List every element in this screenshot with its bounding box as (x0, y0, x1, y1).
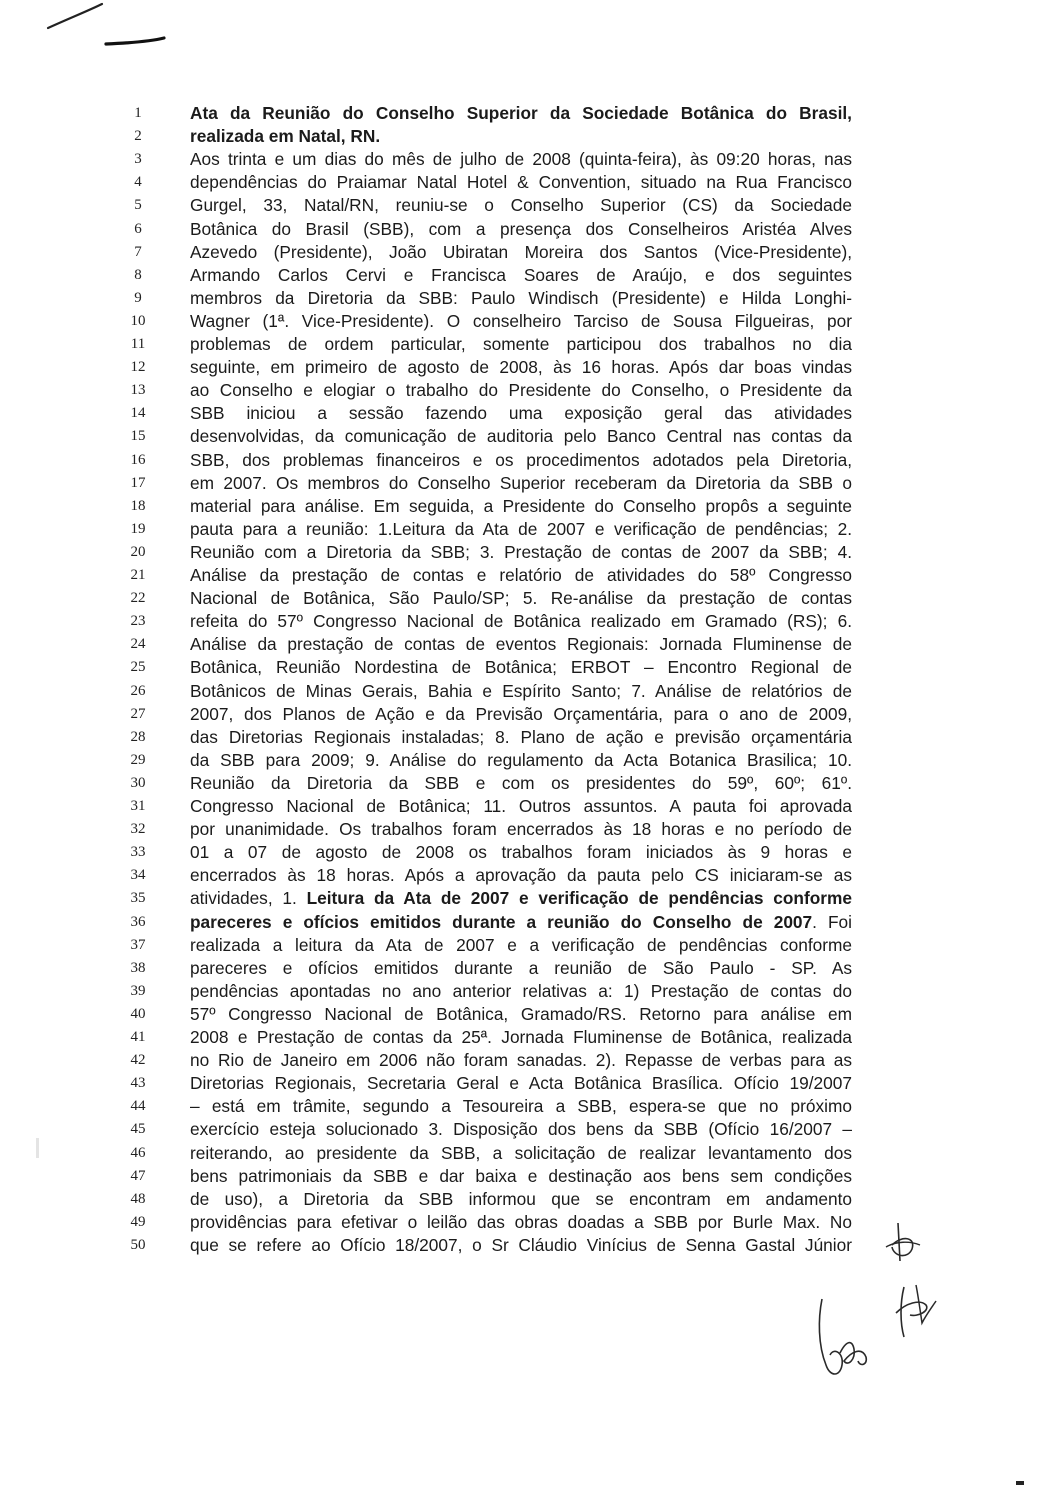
line-text: ao Conselho e elogiar o trabalho do Presidente do Conselho, o Presidente da (190, 380, 852, 401)
line-number: 11 (130, 336, 146, 352)
line-text: Aos trinta e um dias do mês de julho de 2008 (quinta-feira), às 09:20 horas, nas (190, 149, 852, 170)
line-number: 40 (130, 1005, 146, 1022)
line-text: reiterando, ao presidente da SBB, a solicitação de realizar levantamento dos (190, 1142, 852, 1163)
document-line (0, 610, 1057, 633)
document-line (0, 772, 1057, 795)
document-line (0, 1049, 1057, 1072)
document-line (0, 818, 1057, 841)
line-text: Análise da prestação de contas de eventos Regionais: Jornada Fluminense de (190, 634, 852, 655)
document-line (0, 795, 1057, 818)
line-text: 2007, dos Planos de Ação e da Previsão Orçamentária, para o ano de 2009, (190, 703, 852, 724)
line-text: problemas de ordem particular, somente participou dos trabalhos no dia (190, 334, 852, 354)
line-number: 46 (130, 1144, 146, 1161)
line-text: membros da Diretoria da SBB: Paulo Windisch (Presidente) e Hilda Longhi- (190, 287, 852, 308)
document-line (0, 425, 1057, 448)
line-text: pendências apontadas no ano anterior relativas a: 1) Prestação de contas do (190, 980, 852, 1001)
line-text: Azevedo (Presidente), João Ubiratan Moreira dos Santos (Vice-Presidente), (190, 241, 852, 262)
line-number: 45 (130, 1121, 146, 1138)
document-line (0, 125, 1057, 148)
line-text: 01 a 07 de agosto de 2008 os trabalhos foram iniciados às 9 horas e (190, 842, 852, 863)
line-text: Armando Carlos Cervi e Francisca Soares de Araújo, e dos seguintes (190, 264, 852, 285)
line-number: 19 (130, 520, 146, 537)
line-number: 5 (134, 197, 142, 214)
line-text: 57º Congresso Nacional de Botânica, Gramado/RS. Retorno para análise em (190, 1003, 852, 1024)
line-text: Reunião com a Diretoria da SBB; 3. Prestação de contas de 2007 da SBB; 4. (190, 541, 852, 562)
document-line (0, 472, 1057, 495)
line-number: 24 (130, 636, 146, 653)
document-line (0, 379, 1057, 402)
line-text: Botânica, Reunião Nordestina de Botânica; ERBOT – Encontro Regional de (190, 657, 852, 678)
document-line (0, 356, 1057, 379)
document-line (0, 1095, 1057, 1118)
line-number: 30 (130, 774, 146, 791)
line-text: Reunião da Diretoria da SBB e com os presidentes do 59º, 60º; 61º. (190, 772, 852, 793)
line-text: desenvolvidas, da comunicação de auditoria pelo Banco Central nas contas da (190, 426, 852, 447)
document-line (0, 841, 1057, 864)
document-line (0, 749, 1057, 772)
line-number: 23 (130, 613, 146, 630)
line-text: material para análise. Em seguida, a Presidente do Conselho propôs a seguinte (190, 495, 852, 516)
scan-speck (36, 1138, 39, 1158)
line-number: 21 (130, 567, 146, 583)
line-text-bold: Leitura da Ata de 2007 e verificação de pendências conforme (306, 888, 852, 909)
line-number: 26 (130, 682, 146, 699)
line-number: 43 (130, 1075, 146, 1092)
document-line (0, 1118, 1057, 1141)
handwritten-initials-signature (800, 1215, 960, 1395)
line-number: 27 (130, 705, 146, 722)
line-text-plain: atividades, 1. (190, 888, 307, 909)
line-text: SBB, dos problemas financeiros e os procedimentos adotados pela Diretoria, (190, 449, 852, 470)
line-text: de uso), a Diretoria da SBB informou que se encontram em andamento (190, 1188, 852, 1209)
line-number: 31 (130, 798, 146, 814)
document-line (0, 518, 1057, 541)
line-number: 2 (134, 128, 142, 145)
line-text: Gurgel, 33, Natal/RN, reuniu-se o Conselho Superior (CS) da Sociedade (190, 195, 852, 216)
line-text: em 2007. Os membros do Conselho Superior receberam da Diretoria da SBB o (190, 472, 852, 493)
document-line (0, 449, 1057, 472)
document-line (0, 148, 1057, 171)
document-line (0, 633, 1057, 656)
corner-pen-mark (40, 0, 180, 60)
line-text: Wagner (1ª. Vice-Presidente). O conselheiro Tarciso de Sousa Filgueiras, por (190, 310, 852, 331)
line-number: 6 (134, 220, 142, 237)
document-line (0, 310, 1057, 333)
document-line (0, 264, 1057, 287)
line-number: 22 (130, 590, 146, 607)
line-text: providências para efetivar o leilão das obras doadas a SBB por Burle Max. No (190, 1211, 852, 1232)
line-number: 20 (130, 543, 146, 560)
line-number: 13 (130, 382, 146, 399)
line-text: Ata da Reunião do Conselho Superior da Sociedade Botânica do Brasil, (190, 103, 852, 123)
line-text: Congresso Nacional de Botânica; 11. Outros assuntos. A pauta foi aprovada (190, 796, 852, 816)
document-line (0, 402, 1057, 425)
margin-dash-mark (1016, 1481, 1024, 1485)
line-text: exercício esteja solucionado 3. Disposição dos bens da SBB (Ofício 16/2007 – (190, 1119, 852, 1140)
line-text: seguinte, em primeiro de agosto de 2008, às 16 horas. Após dar boas vindas (190, 357, 852, 378)
line-number: 44 (130, 1098, 146, 1115)
document-line (0, 1072, 1057, 1095)
line-text: refeita do 57º Congresso Nacional de Botânica realizado em Gramado (RS); 6. (190, 611, 852, 632)
line-text: dependências do Praiamar Natal Hotel & Convention, situado na Rua Francisco (190, 172, 852, 193)
document-line (0, 218, 1057, 241)
line-text: Análise da prestação de contas e relatório de atividades do 58º Congresso (190, 565, 852, 585)
document-line (0, 287, 1057, 310)
document-line (0, 1026, 1057, 1049)
line-number: 17 (130, 474, 146, 491)
document-line (0, 911, 1057, 934)
line-number: 1 (134, 105, 142, 121)
line-number: 33 (130, 844, 146, 861)
line-number: 25 (130, 659, 146, 676)
line-number: 37 (130, 936, 146, 953)
line-number: 41 (130, 1029, 146, 1045)
document-line (0, 680, 1057, 703)
document-line (0, 541, 1057, 564)
line-text-tail: . Foi (812, 911, 852, 932)
line-number: 9 (134, 289, 142, 306)
line-number: 4 (134, 174, 142, 191)
line-number: 42 (130, 1052, 146, 1069)
line-number: 7 (134, 243, 142, 260)
line-text: SBB iniciou a sessão fazendo uma exposição geral das atividades (190, 403, 852, 424)
document-line (0, 980, 1057, 1003)
line-number: 32 (130, 821, 146, 838)
line-number: 50 (130, 1236, 146, 1253)
line-text: Botânica do Brasil (SBB), com a presença dos Conselheiros Aristéa Alves (190, 218, 852, 239)
line-text: pauta para a reunião: 1.Leitura da Ata de 2007 e verificação de pendências; 2. (190, 518, 852, 539)
line-number: 39 (130, 982, 146, 999)
line-number: 35 (130, 890, 146, 907)
document-line (0, 1165, 1057, 1188)
line-number: 49 (130, 1213, 146, 1230)
line-text: Diretorias Regionais, Secretaria Geral e Acta Botânica Brasílica. Ofício 19/2007 (190, 1073, 852, 1094)
line-number: 12 (130, 359, 146, 376)
line-number: 34 (130, 867, 146, 884)
document-line (0, 1003, 1057, 1026)
document-line (0, 333, 1057, 356)
line-text: encerrados às 18 horas. Após a aprovação da pauta pelo CS iniciaram-se as (190, 865, 852, 886)
line-text: realizada a leitura da Ata de 2007 e a verificação de pendências conforme (190, 934, 852, 955)
document-line (0, 887, 1057, 910)
document-line (0, 241, 1057, 264)
document-line (0, 1188, 1057, 1211)
line-number: 38 (130, 959, 146, 976)
line-text: pareceres e ofícios emitidos durante a reunião de São Paulo - SP. As (190, 957, 852, 978)
document-line (0, 587, 1057, 610)
document-line (0, 495, 1057, 518)
document-line (0, 726, 1057, 749)
line-text: por unanimidade. Os trabalhos foram encerrados às 18 horas e no período de (190, 819, 852, 840)
document-line (0, 656, 1057, 679)
document-line (0, 171, 1057, 194)
line-number: 8 (134, 266, 142, 283)
line-number: 15 (130, 428, 146, 445)
line-text: realizada em Natal, RN. (190, 126, 381, 147)
document-line (0, 934, 1057, 957)
line-text: bens patrimoniais da SBB e dar baixa e destinação aos bens sem condições (190, 1165, 852, 1186)
document-line (0, 102, 1057, 125)
line-text: 2008 e Prestação de contas da 25ª. Jornada Fluminense de Botânica, realizada (190, 1027, 852, 1047)
line-number: 28 (130, 728, 146, 745)
line-number: 48 (130, 1190, 146, 1207)
line-text: Botânicos de Minas Gerais, Bahia e Espírito Santo; 7. Análise de relatórios de (190, 680, 852, 701)
document-line (0, 194, 1057, 217)
line-text (190, 911, 852, 934)
line-number: 47 (130, 1167, 146, 1184)
document-line (0, 957, 1057, 980)
line-number: 10 (130, 312, 146, 329)
line-number: 36 (130, 913, 146, 930)
line-text: Nacional de Botânica, São Paulo/SP; 5. Re-análise da prestação de contas (190, 588, 852, 609)
line-number: 29 (130, 751, 146, 768)
line-text: no Rio de Janeiro em 2006 não foram sanadas. 2). Repasse de verbas para as (190, 1050, 852, 1071)
line-text: das Diretorias Regionais instaladas; 8. Plano de ação e previsão orçamentária (190, 726, 852, 747)
line-text (190, 887, 852, 910)
line-number: 3 (134, 151, 142, 168)
document-line (0, 703, 1057, 726)
document-line (0, 1142, 1057, 1165)
line-number: 16 (130, 451, 146, 468)
line-text: – está em trâmite, segundo a Tesoureira a SBB, espera-se que no próximo (190, 1096, 852, 1117)
line-text-bold: pareceres e ofícios emitidos durante a reunião do Conselho de 2007 (190, 911, 813, 932)
line-number: 18 (130, 497, 146, 514)
line-number: 14 (130, 405, 146, 422)
line-text: que se refere ao Ofício 18/2007, o Sr Cláudio Vinícius de Senna Gastal Júnior (190, 1234, 852, 1255)
document-line (0, 864, 1057, 887)
line-text: da SBB para 2009; 9. Análise do regulamento da Acta Botanica Brasilica; 10. (190, 749, 852, 770)
document-line (0, 564, 1057, 587)
